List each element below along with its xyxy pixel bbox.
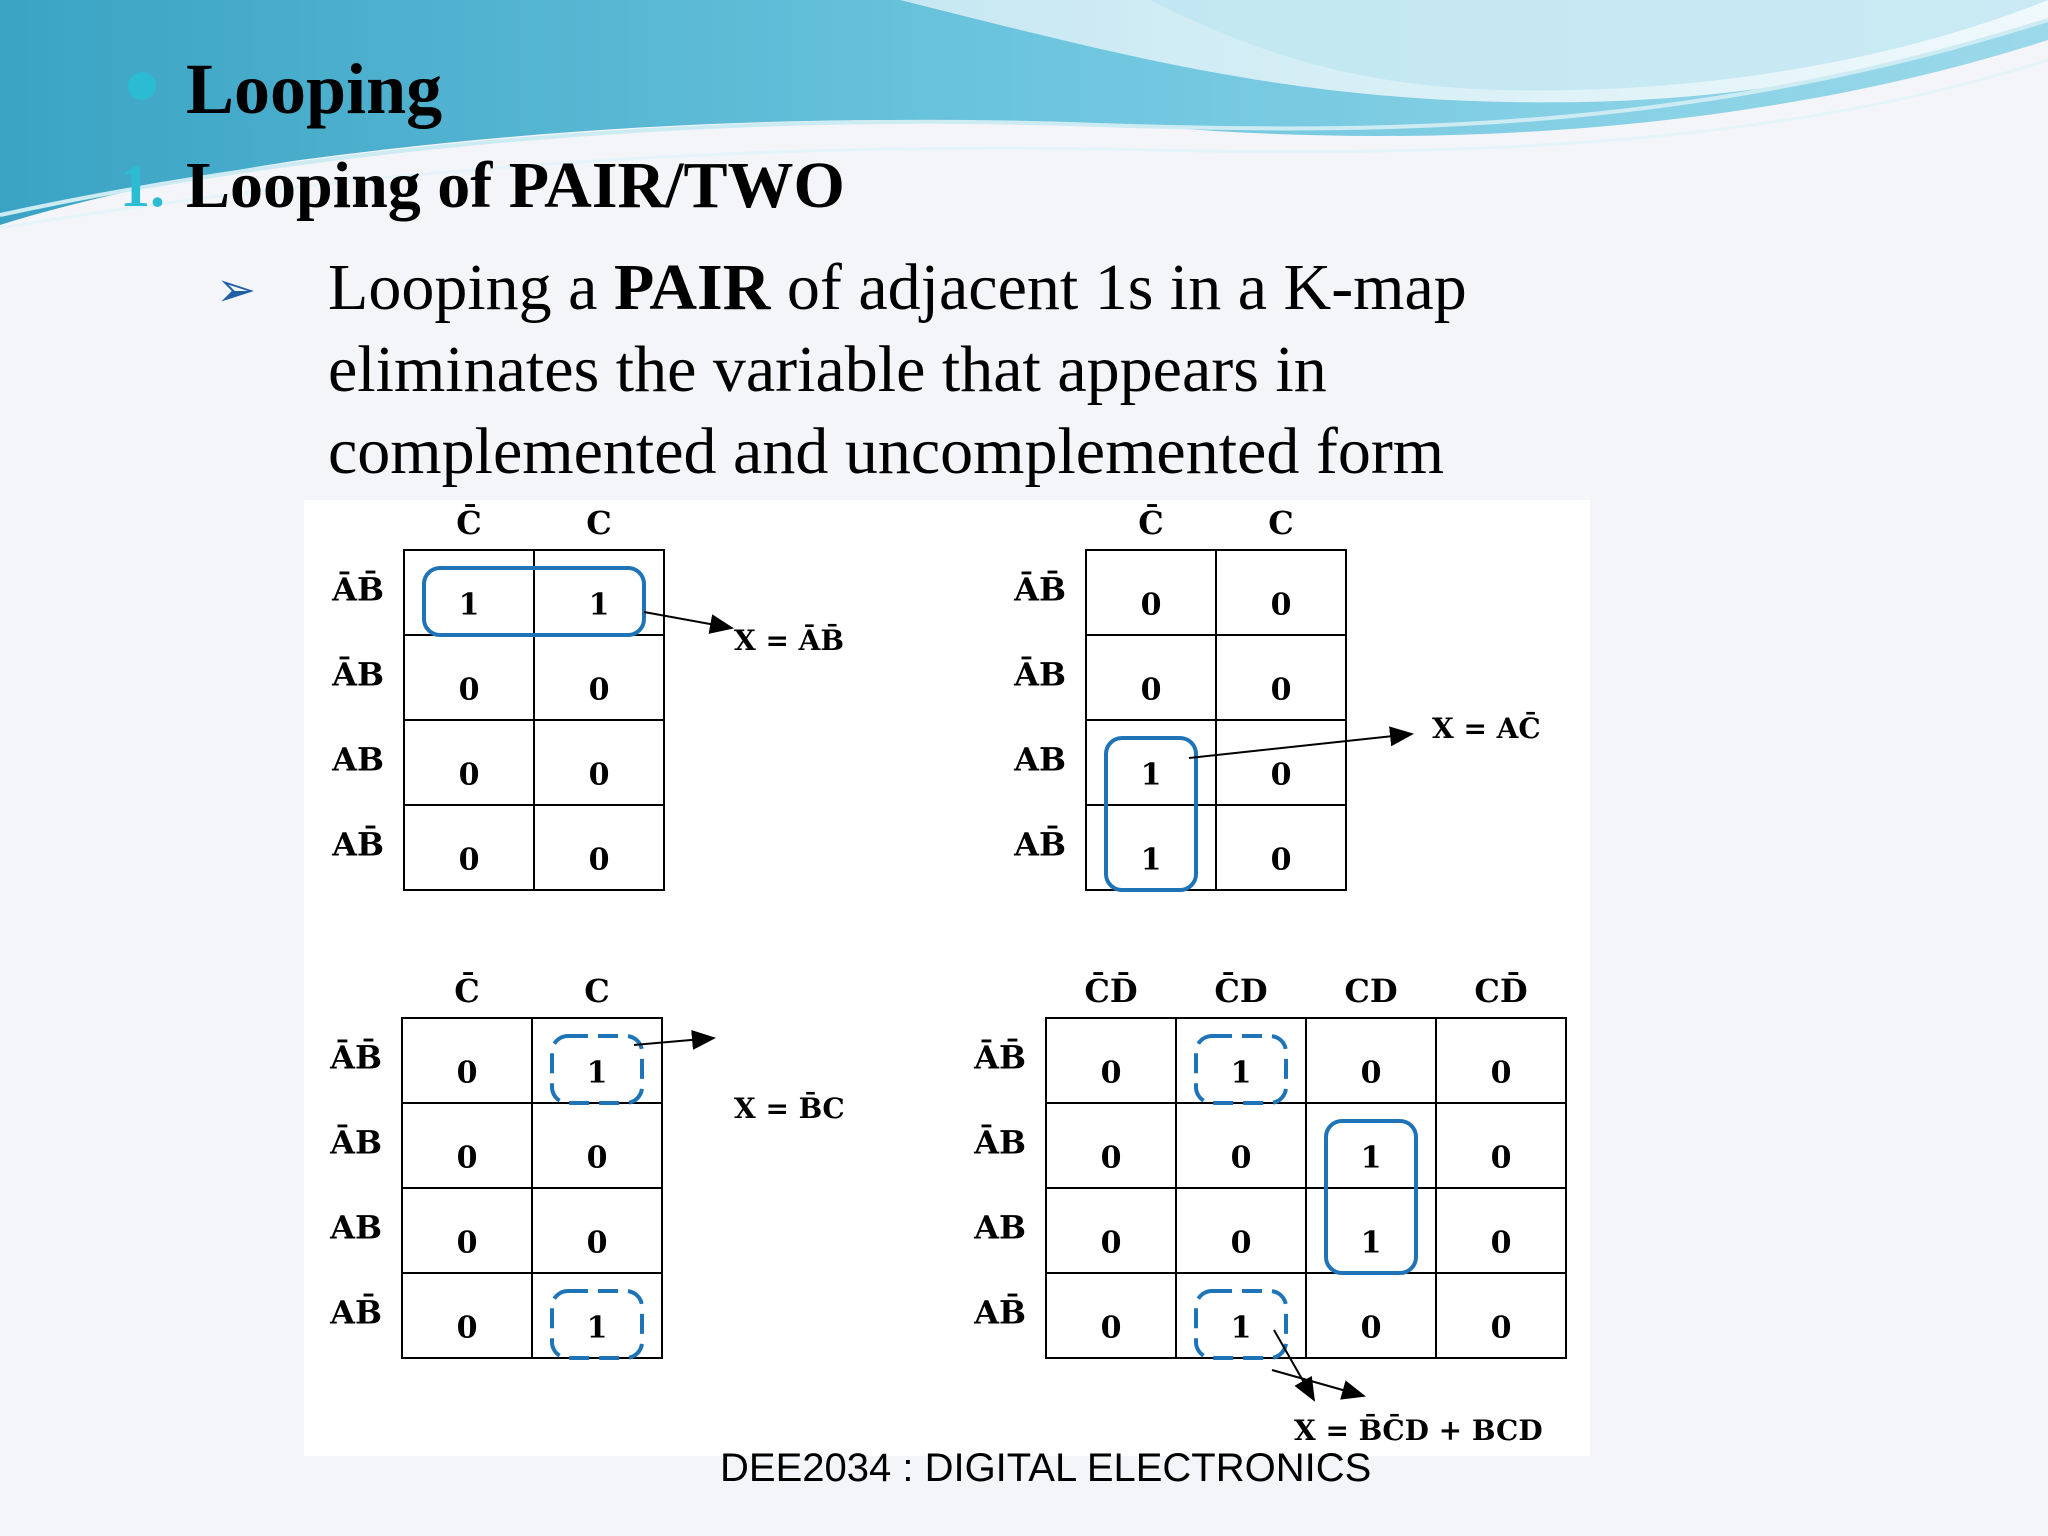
kmap-result-arrow (644, 612, 732, 628)
footer-course: DEE2034 : DIGITAL ELECTRONICS (720, 1446, 1372, 1490)
kmap-cell: 0 (1230, 1225, 1252, 1261)
kmap-diagrams (304, 500, 1590, 1456)
kmap-row-header: AB̄ (332, 825, 384, 864)
kmap-col-header: C̄ (1138, 504, 1164, 542)
kmap-cell: 0 (588, 842, 610, 878)
kmap-cell: 0 (586, 1225, 608, 1261)
kmap-cell: 0 (1360, 1055, 1382, 1091)
kmap-row-header: AB (332, 740, 384, 779)
kmap-row-header: AB̄ (974, 1293, 1026, 1332)
kmap-cell: 0 (1100, 1310, 1122, 1346)
kmap-2 (1013, 504, 1541, 890)
kmap-cell: 0 (586, 1140, 608, 1176)
kmap-row-header: ĀB̄ (332, 570, 384, 609)
slide-title: Looping (186, 49, 443, 129)
kmap-result-arrow (1189, 734, 1412, 758)
kmap-row-header: AB̄ (330, 1293, 382, 1332)
kmap-cell: 0 (456, 1310, 478, 1346)
body-line-1 (328, 250, 1467, 326)
kmap-cell: 1 (458, 587, 480, 623)
kmap-col-header: C (584, 972, 610, 1010)
kmap-row-header: AB (1014, 740, 1066, 779)
kmap-cell: 0 (1270, 842, 1292, 878)
kmap-cell: 0 (1140, 672, 1162, 708)
kmap-cell: 0 (456, 1225, 478, 1261)
kmap-cell: 0 (1270, 757, 1292, 793)
kmap-col-header: CD (1344, 972, 1398, 1010)
kmap-row-header: ĀB̄ (1014, 570, 1066, 609)
kmap-result-arrow (1272, 1370, 1364, 1396)
kmap-3 (329, 972, 845, 1358)
body-line-1-post: of adjacent 1s in a K-map (770, 251, 1467, 324)
kmap-row-header: ĀB̄ (974, 1038, 1026, 1077)
body-line-3: complemented and uncomplemented form (328, 415, 1445, 488)
kmap-cell: 0 (1270, 587, 1292, 623)
kmap-row-header: ĀB (1014, 655, 1066, 694)
kmap-cell: 0 (458, 672, 480, 708)
body-line-1-bold: PAIR (613, 251, 771, 324)
kmap-cell: 0 (1490, 1055, 1512, 1091)
kmap-row-header: ĀB (332, 655, 384, 694)
kmap-col-header: C̄ (456, 504, 482, 542)
kmap-cell: 0 (1270, 672, 1292, 708)
kmap-cell: 0 (1490, 1225, 1512, 1261)
kmap-cell: 0 (1100, 1225, 1122, 1261)
kmap-cell: 0 (1100, 1055, 1122, 1091)
kmap-row-header: AB̄ (1014, 825, 1066, 864)
kmap-cell: 0 (1490, 1140, 1512, 1176)
kmap-cell: 1 (1360, 1225, 1382, 1261)
kmap-row-header: AB (330, 1208, 382, 1247)
kmap-cell: 1 (586, 1055, 608, 1091)
kmap-4 (973, 972, 1566, 1447)
arrow-bullet-icon: ➢ (216, 262, 257, 318)
kmap-cell: 1 (1360, 1140, 1382, 1176)
kmap-cell: 0 (1100, 1140, 1122, 1176)
kmap-cell: 0 (588, 672, 610, 708)
kmap-cell: 1 (1140, 757, 1162, 793)
subtitle-number: 1. (120, 153, 165, 219)
kmap-cell: 0 (458, 757, 480, 793)
kmap-col-header: C (1268, 504, 1294, 542)
kmap-cell: 0 (1490, 1310, 1512, 1346)
kmap-cell: 1 (1230, 1055, 1252, 1091)
kmap-result-expression: X = AC̄ (1432, 712, 1541, 745)
kmap-cell: 0 (1230, 1140, 1252, 1176)
kmap-result-arrow (634, 1038, 714, 1045)
kmap-cell: 1 (1140, 842, 1162, 878)
kmap-cell: 0 (1360, 1310, 1382, 1346)
kmap-result-expression: X = ĀB̄ (734, 624, 845, 657)
kmap-result-expression: X = B̄C̄D + BCD (1294, 1414, 1543, 1447)
kmap-result-expression: X = B̄C (734, 1092, 845, 1125)
kmap-cell: 0 (456, 1140, 478, 1176)
kmap-row-header: AB (974, 1208, 1026, 1247)
body-line-2: eliminates the variable that appears in (328, 333, 1327, 406)
kmap-col-header: C̄D (1214, 972, 1268, 1010)
kmap-cell: 1 (1230, 1310, 1252, 1346)
kmap-col-header: C (586, 504, 612, 542)
kmap-col-header: C̄ (454, 972, 480, 1010)
body-line-1-pre: Looping a (328, 251, 614, 324)
kmap-cell: 0 (1140, 587, 1162, 623)
kmap-result-arrow (1274, 1330, 1314, 1400)
kmap-1 (331, 504, 844, 890)
kmap-row-header: ĀB (974, 1123, 1026, 1162)
kmap-row-header: ĀB (330, 1123, 382, 1162)
kmap-cell: 0 (588, 757, 610, 793)
kmap-figure (304, 500, 1590, 1456)
kmap-row-header: ĀB̄ (330, 1038, 382, 1077)
bullet-dot (128, 72, 156, 100)
kmap-cell: 0 (456, 1055, 478, 1091)
slide-subtitle: Looping of PAIR/TWO (186, 149, 845, 222)
kmap-cell: 0 (458, 842, 480, 878)
kmap-col-header: C̄D̄ (1084, 972, 1138, 1010)
kmap-cell: 1 (586, 1310, 608, 1346)
kmap-col-header: CD̄ (1474, 972, 1528, 1010)
kmap-cell: 1 (588, 587, 610, 623)
